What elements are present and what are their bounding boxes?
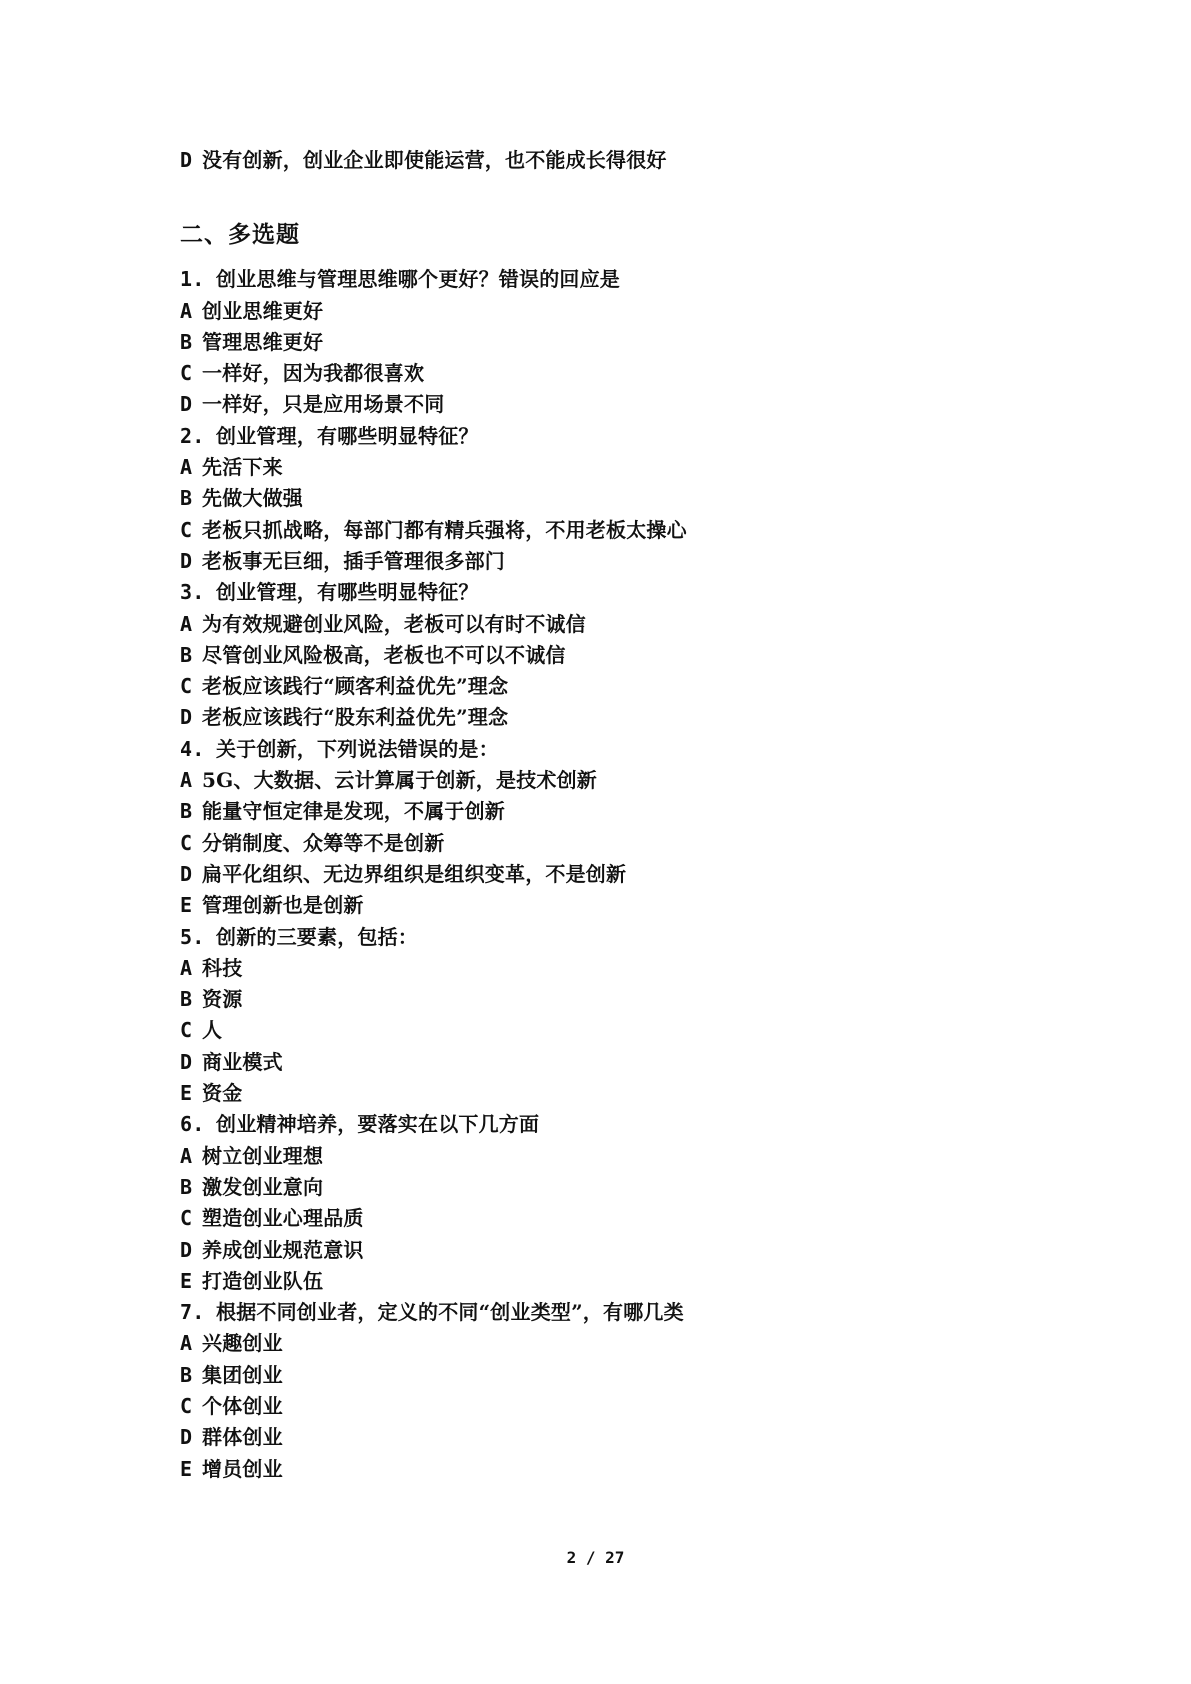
option-text: 先活下来 [202, 455, 283, 480]
option-item [180, 483, 1060, 514]
option-letter: C [180, 1018, 193, 1043]
question-number: 1. [180, 267, 205, 292]
option-item [180, 1454, 1060, 1485]
option-item [180, 702, 1060, 733]
option-letter: B [180, 486, 193, 511]
option-item [180, 609, 1060, 640]
question-text: 创业管理，有哪些明显特征？ [216, 423, 479, 448]
option-text: 个体创业 [202, 1393, 283, 1418]
option-text: 管理创新也是创新 [202, 893, 364, 918]
option-text: 打造创业队伍 [202, 1268, 324, 1293]
option-text: 老板应该践行“顾客利益优先”理念 [202, 674, 509, 699]
option-letter: B [180, 1362, 193, 1387]
option-letter: C [180, 1206, 193, 1231]
option-item [180, 1203, 1060, 1234]
option-text: 养成创业规范意识 [202, 1237, 364, 1262]
question-stem [180, 1109, 1060, 1140]
option-item [180, 1422, 1060, 1453]
option-item [180, 515, 1060, 546]
option-letter: B [180, 799, 193, 824]
page-footer [0, 1548, 1191, 1567]
option-text: 群体创业 [202, 1425, 283, 1450]
question-number: 2. [180, 423, 205, 448]
option-text: 树立创业理想 [202, 1143, 324, 1168]
option-letter: A [180, 768, 193, 793]
option-letter: B [180, 987, 193, 1012]
option-item [180, 452, 1060, 483]
section-title: 二、多选题 [180, 221, 300, 249]
option-item [180, 1266, 1060, 1297]
option-letter: D [180, 148, 193, 172]
option-letter: A [180, 298, 193, 323]
option-letter: C [180, 830, 193, 855]
option-item [180, 546, 1060, 577]
option-item [180, 796, 1060, 827]
option-item [180, 327, 1060, 358]
option-text: 科技 [202, 955, 243, 980]
option-letter: D [180, 861, 193, 886]
option-text: 扁平化组织、无边界组织是组织变革，不是创新 [202, 861, 627, 886]
option-text: 商业模式 [202, 1049, 283, 1074]
option-text: 为有效规避创业风险，老板可以有时不诚信 [202, 611, 586, 636]
option-item [180, 1015, 1060, 1046]
page-number: 2 [566, 1548, 577, 1567]
question-number: 7. [180, 1300, 205, 1325]
option-text: 增员创业 [202, 1456, 283, 1481]
option-text: 激发创业意向 [202, 1174, 324, 1199]
option-item [180, 671, 1060, 702]
question-stem [180, 264, 1060, 295]
question-number: 4. [180, 736, 205, 761]
page-separator: / [585, 1548, 596, 1567]
option-item [180, 1235, 1060, 1266]
option-text: 一样好，只是应用场景不同 [202, 392, 445, 417]
option-item [180, 640, 1060, 671]
question-text: 创业管理，有哪些明显特征？ [216, 580, 479, 605]
question-stem [180, 1297, 1060, 1328]
option-item [180, 953, 1060, 984]
option-text: 集团创业 [202, 1362, 283, 1387]
option-letter: D [180, 392, 193, 417]
document-content [180, 145, 1060, 1485]
option-letter: D [180, 1237, 193, 1262]
option-item [180, 1391, 1060, 1422]
option-letter: C [180, 517, 193, 542]
question-text: 创业精神培养，要落实在以下几方面 [216, 1112, 540, 1137]
option-text: 创业思维更好 [202, 298, 324, 323]
option-item [180, 1360, 1060, 1391]
option-text: 尽管创业风险极高，老板也不可以不诚信 [202, 642, 566, 667]
option-letter: C [180, 674, 193, 699]
question-stem [180, 577, 1060, 608]
option-text: 资源 [202, 987, 243, 1012]
option-letter: B [180, 642, 193, 667]
option-letter: D [180, 1425, 193, 1450]
option-letter: A [180, 1331, 193, 1356]
question-number: 6. [180, 1112, 205, 1137]
option-item [180, 984, 1060, 1015]
option-letter: E [180, 1081, 193, 1106]
option-item [180, 1328, 1060, 1359]
option-letter: A [180, 455, 193, 480]
question-text: 关于创新，下列说法错误的是： [216, 736, 499, 761]
question-stem [180, 734, 1060, 765]
option-letter: B [180, 1174, 193, 1199]
option-text: 老板应该践行“股东利益优先”理念 [202, 705, 509, 730]
option-text: 人 [202, 1018, 223, 1043]
question-stem [180, 922, 1060, 953]
option-letter: A [180, 955, 193, 980]
question-number: 5. [180, 924, 205, 949]
option-text: 管理思维更好 [202, 329, 324, 354]
option-text: 老板只抓战略，每部门都有精兵强将，不用老板太操心 [202, 517, 687, 542]
option-letter: D [180, 1049, 193, 1074]
option-text: 能量守恒定律是发现，不属于创新 [202, 799, 505, 824]
option-item [180, 296, 1060, 327]
option-text: 一样好，因为我都很喜欢 [202, 361, 425, 386]
option-letter: A [180, 611, 193, 636]
option-item [180, 1047, 1060, 1078]
option-letter: D [180, 548, 193, 573]
option-text: 没有创新，创业企业即使能运营，也不能成长得很好 [202, 148, 667, 172]
option-text: 塑造创业心理品质 [202, 1206, 364, 1231]
option-item [180, 828, 1060, 859]
option-letter: C [180, 1393, 193, 1418]
question-number: 3. [180, 580, 205, 605]
question-text: 创新的三要素，包括： [216, 924, 418, 949]
option-item [180, 890, 1060, 921]
option-item [180, 1172, 1060, 1203]
option-item [180, 859, 1060, 890]
carryover-option [180, 145, 1060, 176]
option-item [180, 765, 1060, 796]
option-letter: B [180, 329, 193, 354]
option-text: 老板事无巨细，插手管理很多部门 [202, 548, 505, 573]
option-text: 5G、大数据、云计算属于创新，是技术创新 [202, 768, 597, 793]
option-item [180, 1078, 1060, 1109]
page-total: 27 [605, 1548, 625, 1567]
option-letter: E [180, 1268, 193, 1293]
option-letter: C [180, 361, 193, 386]
question-stem [180, 421, 1060, 452]
option-letter: D [180, 705, 193, 730]
question-text: 根据不同创业者，定义的不同“创业类型”，有哪几类 [216, 1300, 684, 1325]
option-text: 资金 [202, 1081, 243, 1106]
option-item [180, 358, 1060, 389]
option-item [180, 389, 1060, 420]
option-text: 先做大做强 [202, 486, 303, 511]
option-letter: E [180, 893, 193, 918]
question-list [180, 264, 1060, 1485]
option-text: 兴趣创业 [202, 1331, 283, 1356]
option-letter: E [180, 1456, 193, 1481]
option-letter: A [180, 1143, 193, 1168]
option-item [180, 1141, 1060, 1172]
question-text: 创业思维与管理思维哪个更好？错误的回应是 [216, 267, 620, 292]
option-text: 分销制度、众筹等不是创新 [202, 830, 445, 855]
